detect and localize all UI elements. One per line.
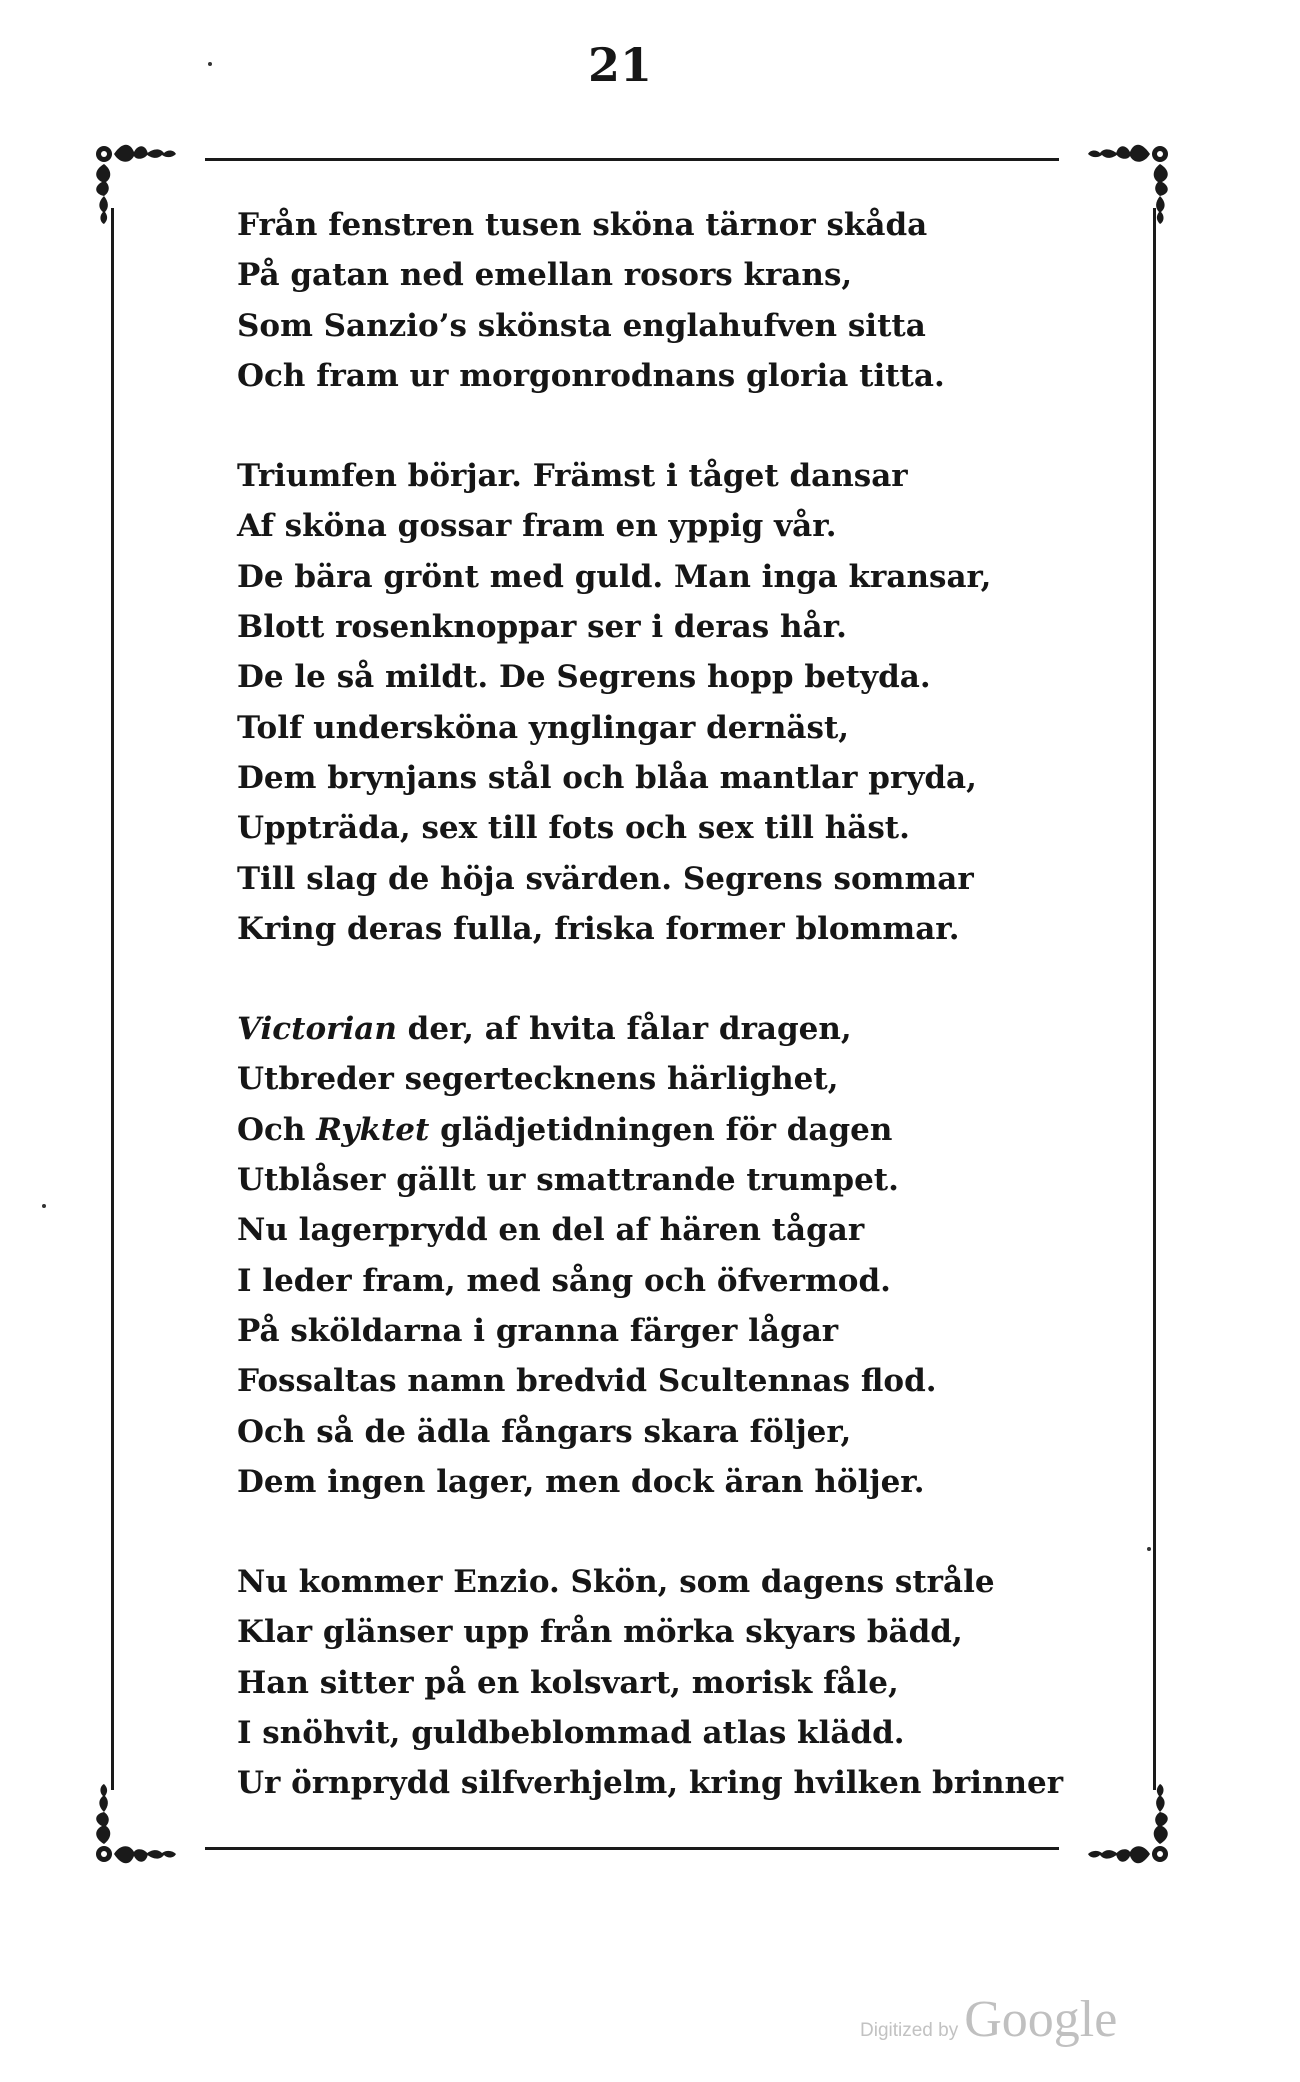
verse-text: Af sköna gossar fram en yppig vår. [237, 508, 837, 545]
verse-line [237, 1205, 1117, 1255]
floral-corner-ornament-icon [90, 134, 200, 244]
verse-text: Dem ingen lager, men dock äran höljer. [237, 1463, 925, 1500]
floral-corner-ornament-icon [90, 1764, 200, 1874]
verse-text: Nu lagerprydd en del af hären tågar [237, 1212, 865, 1249]
verse-text: I leder fram, med sång och öfvermod. [237, 1262, 891, 1299]
verse-text: Tolf undersköna ynglingar dernäst, [237, 709, 850, 746]
verse-line [237, 1054, 1117, 1104]
digitized-watermark [860, 1990, 1117, 2049]
verse-text: Uppträda, sex till fots och sex till häst. [237, 810, 910, 847]
verse-text: Kring deras fulla, friska former blommar. [237, 910, 960, 947]
verse-line [237, 652, 1117, 702]
print-speck [1147, 1547, 1151, 1551]
verse-text: Och fram ur morgonrodnans gloria titta. [237, 357, 945, 394]
verse-text: På gatan ned emellan rosors krans, [237, 257, 853, 294]
verse-text: På sköldarna i granna färger lågar [237, 1312, 839, 1349]
stanza [237, 1004, 1117, 1507]
verse-line [237, 200, 1117, 250]
verse-line [237, 904, 1117, 954]
verse-line [237, 1407, 1117, 1457]
verse-text: Från fenstren tusen sköna tärnor skåda [237, 207, 928, 243]
verse-text: der, af hvita fålar dragen, [396, 1011, 852, 1048]
verse-line [237, 1557, 1117, 1607]
verse-text: Som Sanzio’s skönsta englahufven sitta [237, 307, 926, 344]
page-number: 21 [587, 38, 652, 92]
verse-line [237, 602, 1117, 652]
stanza [237, 451, 1117, 954]
verse-line [237, 1155, 1117, 1205]
verse-line [237, 1004, 1117, 1054]
italic-name: Ryktet [316, 1111, 430, 1148]
verse-text: Till slag de höja svärden. Segrens sommar [237, 860, 974, 897]
border-rule-left [111, 208, 114, 1790]
verse-line [237, 1356, 1117, 1406]
border-rule-top [205, 158, 1059, 161]
verse-line [237, 1607, 1117, 1657]
verse-line [237, 1708, 1117, 1758]
verse-text: Och så de ädla fångars skara följer, [237, 1413, 852, 1450]
verse-line [237, 1306, 1117, 1356]
verse-line [237, 451, 1117, 501]
verse-line [237, 552, 1117, 602]
verse-line [237, 1256, 1117, 1306]
verse-line [237, 1457, 1117, 1507]
italic-name: Victorian [237, 1011, 397, 1048]
print-speck [208, 62, 212, 66]
border-rule-right [1153, 208, 1156, 1790]
verse-line [237, 351, 1117, 401]
verse-text: I snöhvit, guldbeblommad atlas klädd. [237, 1715, 905, 1752]
verse-line [237, 1758, 1117, 1808]
google-logo: Google [964, 1991, 1118, 2048]
verse-line [237, 854, 1117, 904]
verse-text: Fossaltas namn bredvid Scultennas flod. [237, 1363, 937, 1400]
verse-text: glädjetidningen för dagen [429, 1111, 893, 1148]
verse-line [237, 1105, 1117, 1155]
verse-text: Klar glänser upp från mörka skyars bädd, [237, 1614, 963, 1651]
verse-text: Utbreder segertecknens härlighet, [237, 1061, 839, 1098]
verse-text: De le så mildt. De Segrens hopp betyda. [237, 659, 931, 696]
verse-text: Blott rosenknoppar ser i deras hår. [237, 609, 847, 646]
poem-text [237, 200, 1117, 1859]
verse-text: Nu kommer Enzio. Skön, som dagens stråle [237, 1564, 995, 1601]
verse-line [237, 1658, 1117, 1708]
verse-text: De bära grönt med guld. Man inga kransar, [237, 558, 992, 595]
print-speck [42, 1204, 46, 1208]
verse-text: Triumfen börjar. Främst i tåget dansar [237, 458, 908, 495]
verse-line [237, 703, 1117, 753]
verse-line [237, 501, 1117, 551]
verse-line [237, 301, 1117, 351]
verse-line [237, 753, 1117, 803]
watermark-prefix: Digitized by [860, 2020, 959, 2041]
verse-line [237, 250, 1117, 300]
stanza [237, 200, 1117, 401]
verse-line [237, 803, 1117, 853]
verse-text: Och [237, 1111, 317, 1148]
verse-text: Dem brynjans stål och blåa mantlar pryda, [237, 759, 977, 796]
verse-text: Utblåser gällt ur smattrande trumpet. [237, 1162, 899, 1199]
stanza [237, 1557, 1117, 1808]
verse-text: Ur örnprydd silfverhjelm, kring hvilken brinner [237, 1765, 1064, 1802]
verse-text: Han sitter på en kolsvart, morisk fåle, [237, 1664, 899, 1701]
